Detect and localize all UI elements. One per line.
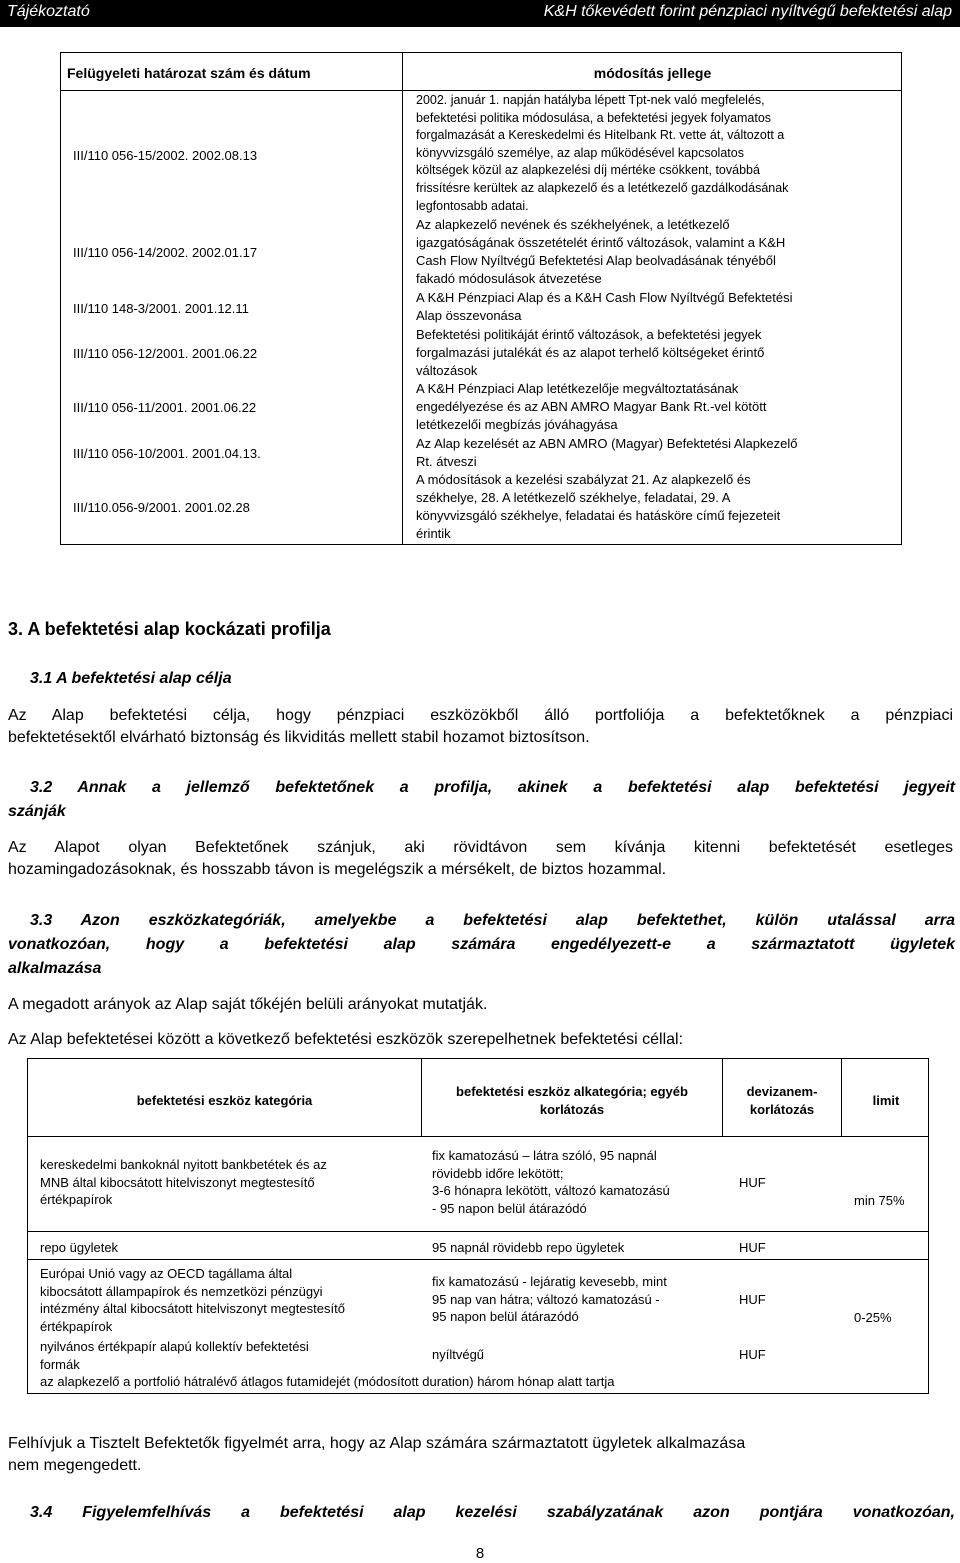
cell-line: MNB által kibocsátott hitelviszonyt megtestesítő <box>40 1174 315 1190</box>
paragraph-line: hozamingadozásoknak, és hosszabb távon is megelégszik a mérsékelt, de biztos hozammal. <box>8 861 667 878</box>
cell-category <box>40 1338 420 1373</box>
subsection-title <box>30 1501 955 1525</box>
cell-line: formák <box>40 1356 80 1372</box>
cell-line: értékpapírok <box>40 1192 113 1207</box>
subsection-title <box>30 909 955 933</box>
desc-line: forgalmazását a Kereskedelmi és Hitelbank Rt. vette át, változott a <box>416 128 785 143</box>
desc-line: letétkezelői megbízás jóváhagyása <box>416 417 618 432</box>
desc-line: A K&H Pénzpiaci Alap letétkezelője megváltoztatásának <box>416 381 739 396</box>
desc-line: Befektetési politikáját érintő változások, a befektetési jegyek <box>416 327 762 342</box>
paragraph-line: nem megengedett. <box>8 1457 142 1474</box>
subsection-title <box>8 933 955 981</box>
title-line: 3.3 Azon eszközkategóriák, amelyekbe a befektetési alap befektethet, külön utalással arra <box>30 912 955 929</box>
desc-line: Az Alap kezelését az ABN AMRO (Magyar) Befektetési Alapkezelő <box>416 436 798 451</box>
header-line: korlátozás <box>749 1102 815 1117</box>
cell-subcategory: nyíltvégű <box>432 1347 485 1362</box>
modification-description <box>416 289 896 325</box>
cell-line: fix kamatozású - lejáratig kevesebb, mint <box>432 1274 667 1289</box>
cell-currency: HUF <box>739 1292 766 1307</box>
cell-line: kibocsátott állampapírok és nemzetközi pénzügyi <box>40 1283 323 1299</box>
desc-line: Az alapkezelő nevének és székhelyének, a letétkezelő <box>416 217 730 232</box>
paragraph-line: Az Alapot olyan Befektetőnek szánjuk, aki rövidtávon sem kívánja kitenni befektetését esetleges <box>8 839 953 856</box>
page-header <box>0 0 960 27</box>
desc-line: változások <box>416 363 478 378</box>
decision-ref: III/110 056-11/2001. 2001.06.22 <box>73 400 257 415</box>
desc-line: A módosítások a kezelési szabályzat 21. Az alapkezelő és <box>416 472 751 487</box>
desc-line: székhelye, 28. A letétkezelő székhelye, feladatai, 29. A <box>416 490 731 505</box>
subsection-title: szánják <box>8 803 66 820</box>
cell-category <box>40 1156 410 1209</box>
modification-description <box>416 216 896 288</box>
title-line: vonatkozóan, hogy a befektetési alap számára engedélyezett-e a származtatott ügyletek <box>8 936 955 953</box>
cell-currency: HUF <box>739 1240 766 1255</box>
table-header-decision: Felügyeleti határozat szám és dátum <box>67 65 311 81</box>
modification-description <box>416 92 896 215</box>
desc-line: A K&H Pénzpiaci Alap és a K&H Cash Flow Nyíltvégű Befektetési <box>416 290 793 305</box>
cell-currency: HUF <box>739 1175 766 1190</box>
modification-description <box>416 326 896 380</box>
desc-line: könyvvizsgáló személye, az alap működésével kapcsolatos <box>416 145 744 160</box>
modification-description <box>416 435 896 471</box>
investment-instruments-table <box>27 1058 929 1394</box>
header-right-title: K&H tőkevédett forint pénzpiaci nyíltvégű befektetési alap <box>543 3 952 20</box>
paragraph-line: Felhívjuk a Tisztelt Befektetők figyelmét arra, hogy az Alap számára származtatott ügyletek alkalmazása <box>8 1435 746 1452</box>
page-number: 8 <box>475 1545 485 1562</box>
table-footnote: az alapkezelő a portfolió hátralévő átlagos futamidejét (módosított duration) három hónap alatt tartja <box>40 1374 615 1389</box>
header-line: devizanem- <box>746 1084 818 1099</box>
desc-line: könyvvizsgáló székhelye, feladatai és hatásköre című fejezeteit <box>416 508 781 523</box>
cell-subcategory <box>432 1273 722 1326</box>
desc-line: Alap összevonása <box>416 308 522 323</box>
paragraph <box>8 1433 953 1477</box>
header-line: befektetési eszköz alkategória; egyéb <box>456 1084 688 1099</box>
desc-line: frissítésre kerültek az alapkezelő és a letétkezelő gazdálkodásának <box>416 180 789 195</box>
cell-line: - 95 napon belül átárazódó <box>432 1200 587 1216</box>
decision-ref: III/110 056-15/2002. 2002.08.13 <box>73 148 258 163</box>
subsection-title: 3.1 A befektetési alap célja <box>30 670 232 687</box>
header-left-title: Tájékoztató <box>7 3 90 20</box>
cell-category: repo ügyletek <box>40 1240 119 1255</box>
decision-ref: III/110 148-3/2001. 2001.12.11 <box>73 301 249 316</box>
cell-line: 3-6 hónapra lekötött, változó kamatozású <box>432 1183 670 1198</box>
header-limit: limit <box>872 1093 900 1108</box>
cell-subcategory: 95 napnál rövidebb repo ügyletek <box>432 1240 625 1255</box>
desc-line: Cash Flow Nyíltvégű Befektetési Alap beolvadásának tényéből <box>416 253 776 268</box>
decision-ref: III/110 056-10/2001. 2001.04.13. <box>73 446 261 461</box>
header-category: befektetési eszköz kategória <box>136 1093 313 1108</box>
desc-line: fakadó módosulások átvezetése <box>416 271 602 286</box>
cell-line: Európai Unió vagy az OECD tagállama által <box>40 1266 293 1281</box>
paragraph <box>8 837 953 881</box>
table-divider <box>28 1231 928 1232</box>
header-line: korlátozás <box>539 1102 605 1117</box>
cell-category <box>40 1265 420 1335</box>
table-divider <box>402 53 403 544</box>
cell-line: kereskedelmi bankoknál nyitott bankbetétek és az <box>40 1157 327 1172</box>
cell-line: nyilvános értékpapír alapú kollektív befektetési <box>40 1339 309 1354</box>
desc-line: 2002. január 1. napján hatályba lépett Tpt-nek való megfelelés, <box>416 93 765 107</box>
section-title: 3. A befektetési alap kockázati profilja <box>8 619 331 639</box>
desc-line: érintik <box>416 526 451 541</box>
paragraph: A megadott arányok az Alap saját tőkéjén belüli arányokat mutatják. <box>8 996 488 1013</box>
subsection-title <box>30 776 955 800</box>
cell-line: intézmény által kibocsátott hitelviszonyt megtestesítő <box>40 1301 345 1316</box>
header-currency <box>723 1083 841 1119</box>
paragraph-line: Az Alap befektetési célja, hogy pénzpiaci eszközökből álló portfoliója a befektetőknek a pénzpiaci <box>8 707 953 724</box>
title-line: 3.2 Annak a jellemző befektetőnek a profilja, akinek a befektetési alap befektetési jegyeit <box>30 779 955 796</box>
header-subcategory <box>422 1083 722 1119</box>
modification-description <box>416 471 896 543</box>
table-divider <box>28 1136 928 1137</box>
decision-ref: III/110 056-12/2001. 2001.06.22 <box>73 346 258 361</box>
title-line: alkalmazása <box>8 960 102 977</box>
cell-limit: min 75% <box>854 1193 905 1208</box>
paragraph: Az Alap befektetései között a következő befektetési eszközök szerepelhetnek befektetési céllal: <box>8 1031 684 1048</box>
desc-line: legfontosabb adatai. <box>416 198 529 213</box>
decision-ref: III/110 056-14/2002. 2002.01.17 <box>73 245 258 260</box>
desc-line: forgalmazási jutalékát és az alapot terhelő költségeket érintő <box>416 345 765 360</box>
cell-line: 95 nap van hátra; változó kamatozású - <box>432 1291 660 1307</box>
cell-currency: HUF <box>739 1347 766 1362</box>
desc-line: igazgatóságának összetételét érintő változások, valamint a K&H <box>416 235 786 250</box>
paragraph <box>8 705 953 749</box>
modification-history-table <box>60 52 902 545</box>
desc-line: engedélyezése és az ABN AMRO Magyar Bank Rt.-vel kötött <box>416 399 767 414</box>
desc-line: Rt. átveszi <box>416 454 477 469</box>
table-header-modification: módosítás jellege <box>593 65 712 81</box>
cell-line: rövidebb időre lekötött; <box>432 1165 564 1181</box>
title-line: 3.4 Figyelemfelhívás a befektetési alap kezelési szabályzatának azon pontjára vonatkozóan, <box>30 1504 955 1521</box>
table-divider <box>28 1259 928 1260</box>
cell-line: 95 napon belül átárazódó <box>432 1309 579 1324</box>
cell-limit: 0-25% <box>854 1310 892 1325</box>
desc-line: befektetési politika módosulása, a befektetési jegyek folyamatos <box>416 110 772 125</box>
cell-line: fix kamatozású – látra szóló, 95 napnál <box>432 1148 657 1163</box>
table-divider <box>61 90 901 91</box>
decision-ref: III/110.056-9/2001. 2001.02.28 <box>73 500 250 515</box>
cell-line: értékpapírok <box>40 1318 113 1334</box>
paragraph-line: befektetésektől elvárható biztonság és likviditás mellett stabil hozamot biztosítson. <box>8 729 590 746</box>
desc-line: költségek közül az alapkezelési díj mértéke csökkent, továbbá <box>416 163 760 178</box>
modification-description <box>416 380 896 434</box>
cell-subcategory <box>432 1147 722 1217</box>
